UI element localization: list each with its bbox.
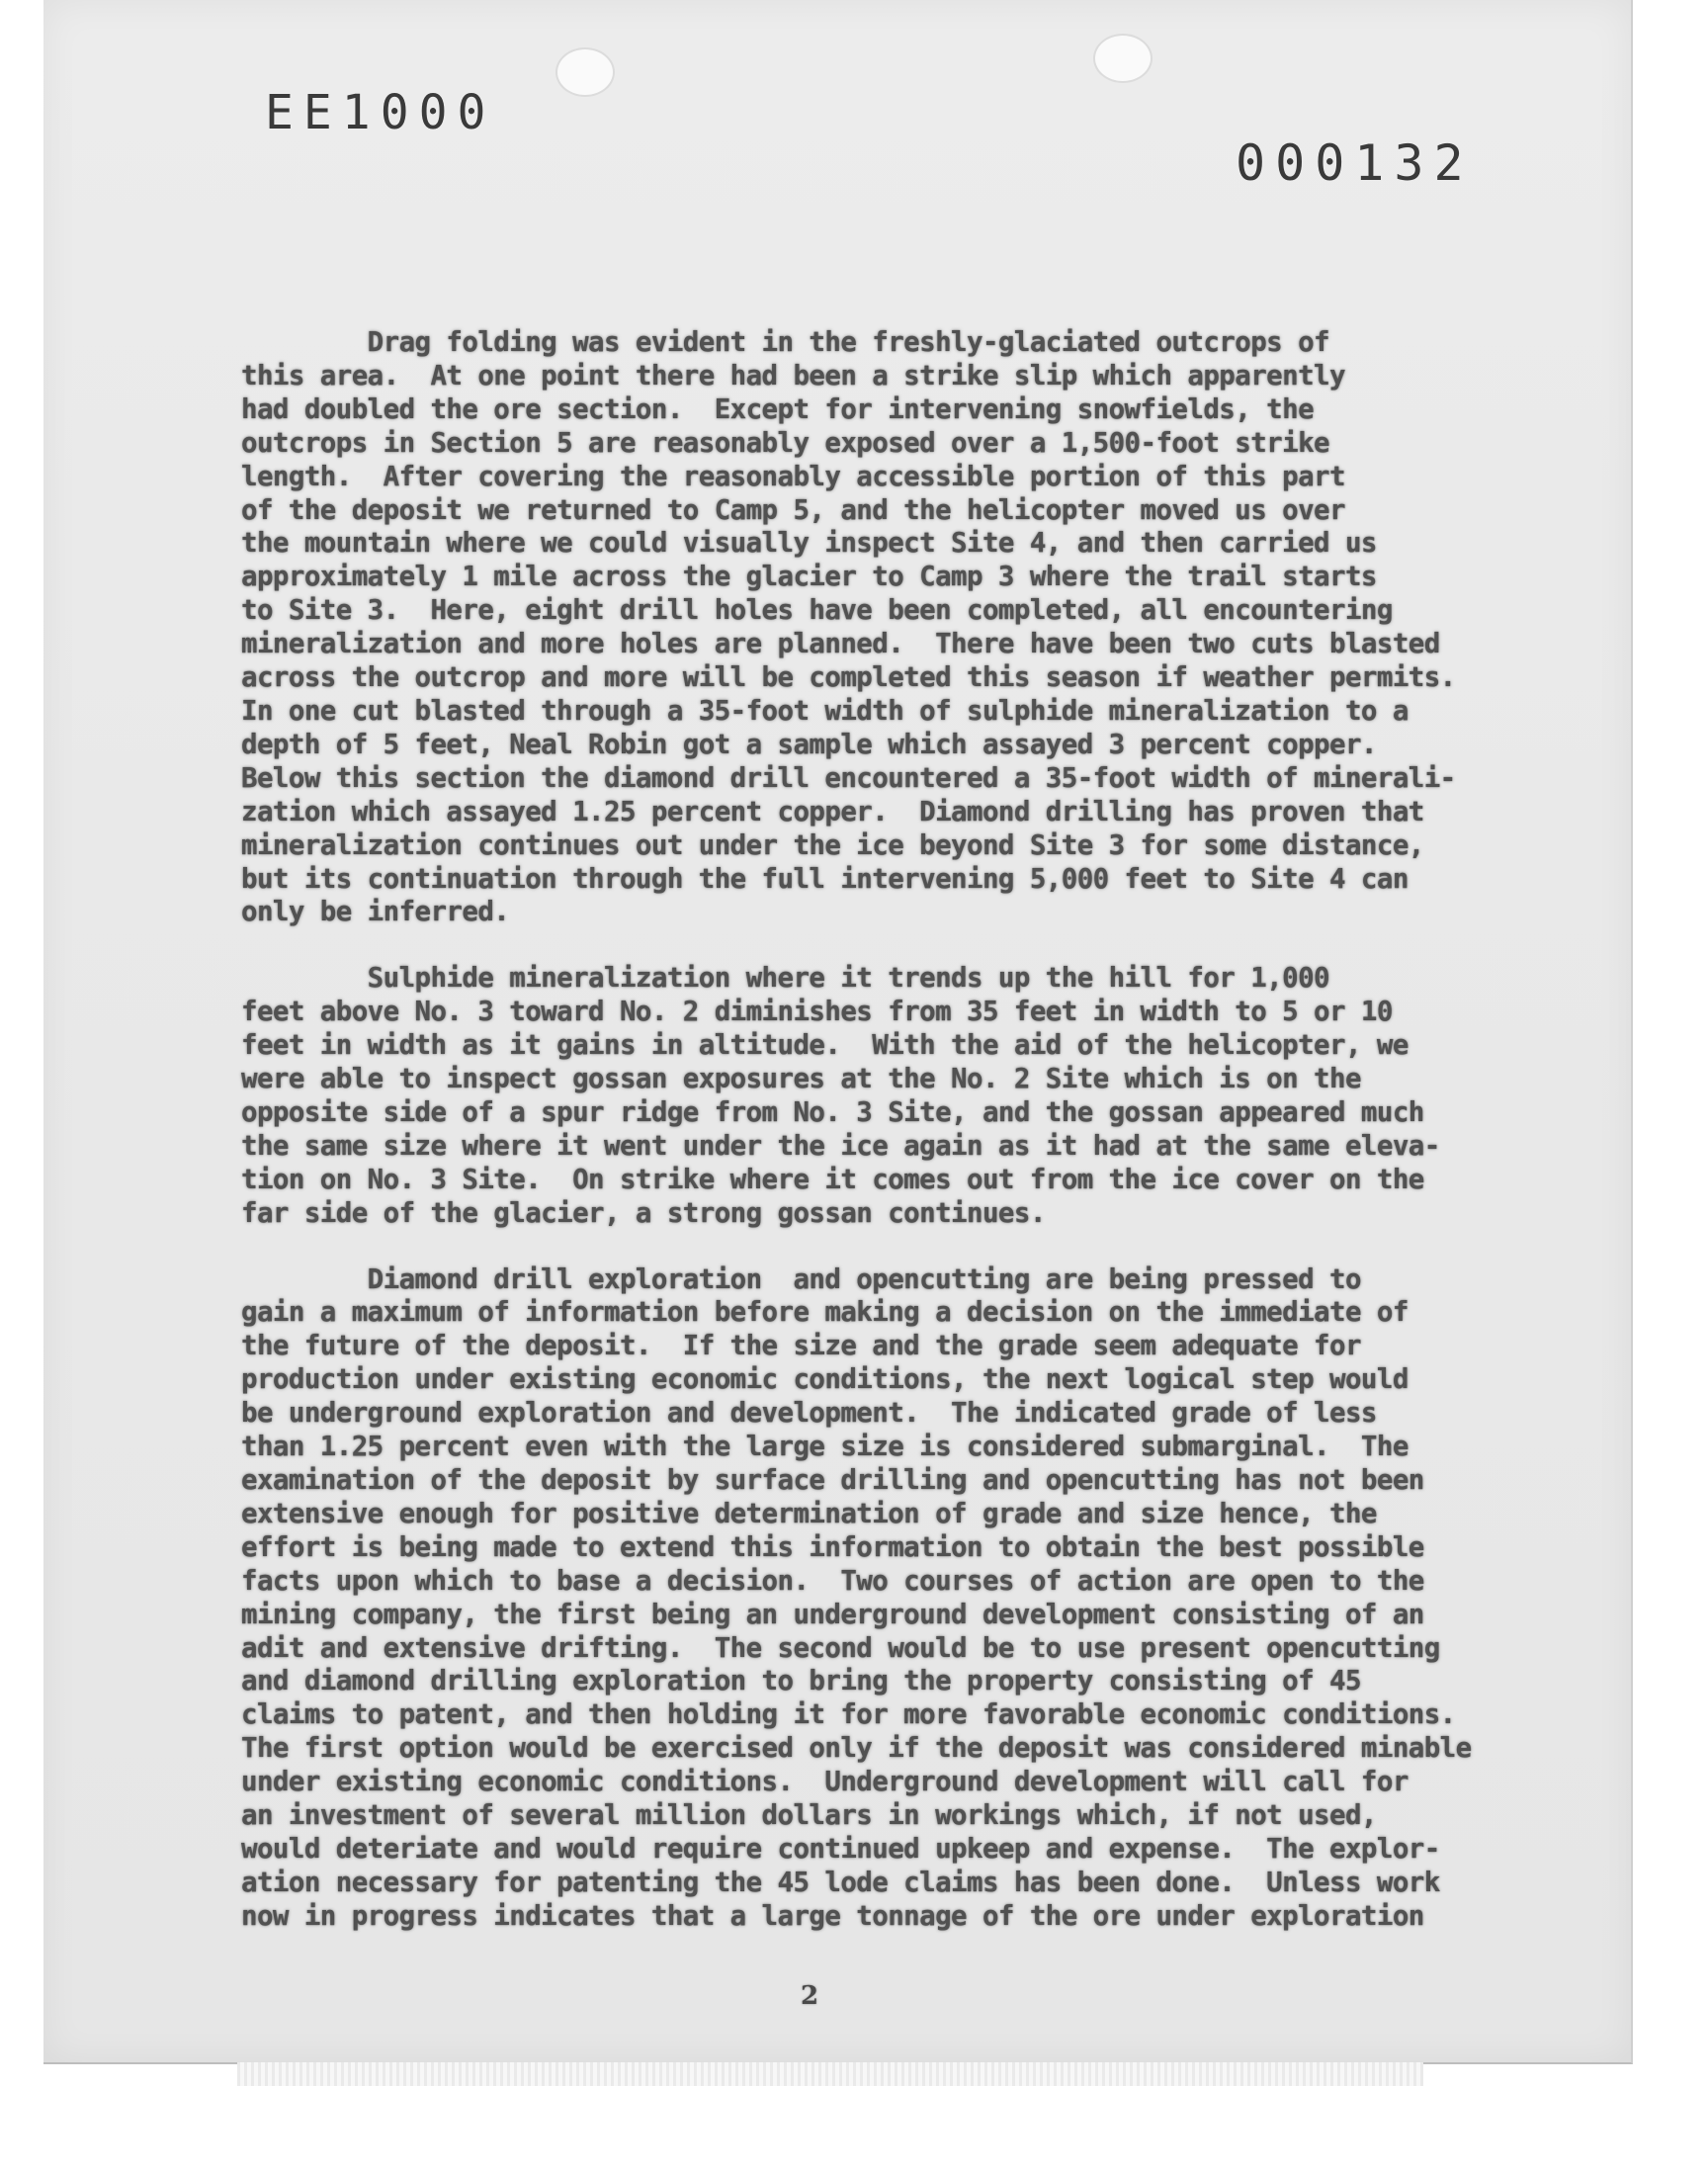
paper-bottom-edge [237,2062,1423,2086]
paragraph-1 [241,326,1526,929]
text-line: would deteriate and would require continued upkeep and expense. The explor- [241,1832,1440,1865]
text-line: adit and extensive drifting. The second would be to use present opencutting [241,1631,1440,1664]
text-line: far side of the glacier, a strong gossan continues. [241,1196,1046,1229]
text-line: mineralization and more holes are planned. There have been two cuts blasted [241,628,1440,660]
document-body [241,326,1526,1966]
text-line: examination of the deposit by surface drilling and opencutting has not been [241,1464,1424,1496]
text-line: only be inferred. [241,896,510,928]
paragraph-3 [241,1263,1526,1934]
text-line: zation which assayed 1.25 percent copper. Diamond drilling has proven that [241,795,1424,827]
text-line: tion on No. 3 Site. On strike where it comes out from the ice cover on the [241,1163,1424,1195]
punch-hole-right [1093,34,1153,83]
text-line: extensive enough for positive determination of grade and size hence, the [241,1497,1377,1529]
text-line: length. After covering the reasonably accessible portion of this part [241,460,1345,492]
text-line: be underground exploration and development. The indicated grade of less [241,1397,1377,1430]
text-line: an investment of several million dollars in workings which, if not used, [241,1799,1377,1832]
paragraph-2 [241,962,1526,1230]
text-line: now in progress indicates that a large tonnage of the ore under exploration [241,1899,1424,1932]
text-line: facts upon which to base a decision. Two courses of action are open to the [241,1564,1424,1597]
text-line: gain a maximum of information before making a decision on the immediate of [241,1296,1409,1329]
text-line: were able to inspect gossan exposures at the No. 2 Site which is on the [241,1063,1361,1095]
text-line: feet in width as it gains in altitude. With the aid of the helicopter, we [241,1029,1409,1062]
text-line: ation necessary for patenting the 45 lode claims has been done. Unless work [241,1866,1440,1898]
text-line: claims to patent, and then holding it for more favorable economic conditions. [241,1698,1456,1731]
text-line: Drag folding was evident in the freshly-glaciated outcrops of [241,326,1329,358]
text-line: but its continuation through the full intervening 5,000 feet to Site 4 can [241,862,1409,895]
text-line: across the outcrop and more will be completed this season if weather permits. [241,661,1456,694]
text-line: effort is being made to extend this information to obtain the best possible [241,1530,1424,1563]
document-stamp-top-right: 000132 [1236,134,1474,192]
text-line: production under existing economic conditions, the next logical step would [241,1363,1409,1396]
text-line: mineralization continues out under the ice beyond Site 3 for some distance, [241,828,1424,861]
text-line: approximately 1 mile across the glacier to Camp 3 where the trail starts [241,561,1377,593]
text-line: this area. At one point there had been a strike slip which apparently [241,359,1345,392]
text-line: the future of the deposit. If the size and the grade seem adequate for [241,1330,1361,1362]
text-line: depth of 5 feet, Neal Robin got a sample which assayed 3 percent copper. [241,728,1377,760]
text-line: to Site 3. Here, eight drill holes have been completed, all encountering [241,594,1393,627]
text-line: the mountain where we could visually inspect Site 4, and then carried us [241,527,1377,560]
text-line: of the deposit we returned to Camp 5, and the helicopter moved us over [241,493,1345,526]
text-line: The first option would be exercised only if the deposit was considered minable [241,1732,1472,1765]
punch-hole-left [555,47,615,97]
text-line: Diamond drill exploration and opencutting are being pressed to [241,1262,1361,1295]
text-line: outcrops in Section 5 are reasonably exposed over a 1,500-foot strike [241,426,1329,459]
text-line: under existing economic conditions. Underground development will call for [241,1766,1409,1798]
page-number: 2 [801,1981,819,2011]
text-line: and diamond drilling exploration to bring the property consisting of 45 [241,1665,1361,1697]
text-line: Below this section the diamond drill encountered a 35-foot width of minerali- [241,761,1456,794]
text-line: than 1.25 percent even with the large size is considered submarginal. The [241,1431,1409,1463]
text-line: opposite side of a spur ridge from No. 3 Site, and the gossan appeared much [241,1095,1424,1128]
text-line: had doubled the ore section. Except for intervening snowfields, the [241,392,1315,425]
text-line: In one cut blasted through a 35-foot width of sulphide mineralization to a [241,694,1409,727]
text-line: the same size where it went under the ice again as it had at the same eleva- [241,1129,1440,1162]
text-line: feet above No. 3 toward No. 2 diminishes from 35 feet in width to 5 or 10 [241,996,1393,1028]
text-line: mining company, the first being an underground development consisting of an [241,1598,1424,1630]
document-stamp-top-left: EE1000 [265,85,496,140]
text-line: Sulphide mineralization where it trends up the hill for 1,000 [241,962,1329,995]
